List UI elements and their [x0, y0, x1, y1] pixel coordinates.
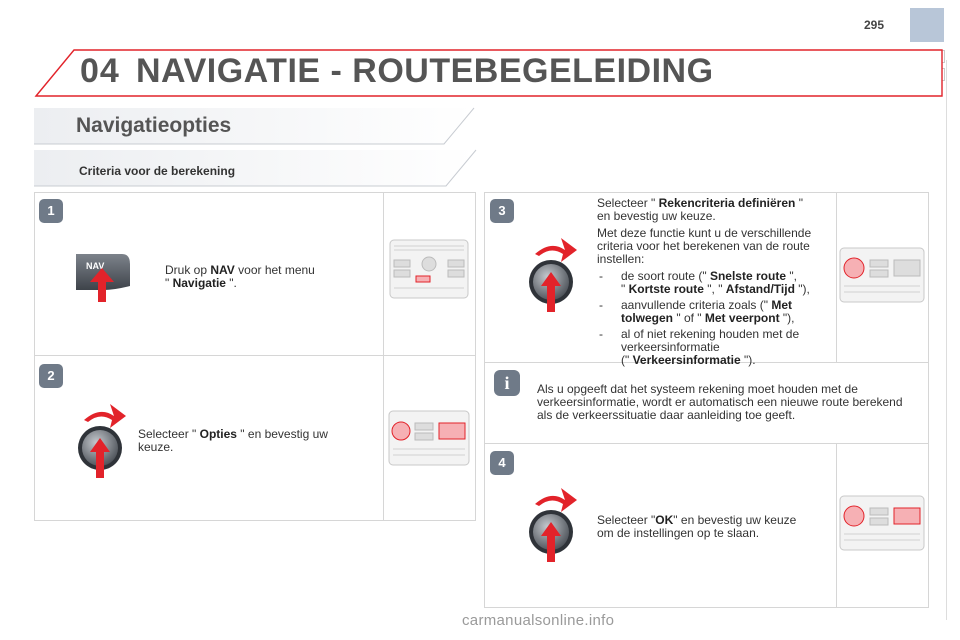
column-divider [383, 192, 384, 521]
info-text: Als u opgeeft dat het systeem rekening moet houden met de verkeersinformatie, wordt er automatisch een nieuwe route berekend als de verkeerssituatie daar aanleiding toe geeft. [537, 382, 903, 422]
dashboard-panel-icon [838, 494, 926, 552]
page-number: 295 [864, 18, 885, 32]
section-title: Navigatieopties [76, 114, 232, 137]
nav-button-illustration [74, 250, 134, 302]
step-badge-4: 4 [490, 451, 514, 475]
step-4-text: Selecteer "OK" en bevestig uw keuze om de instellingen op te slaan. [597, 513, 797, 540]
step-3-body: Met deze functie kunt u de verschillende criteria voor het berekenen van de route instellen: [597, 226, 812, 266]
chapter-number: 04 [80, 52, 120, 90]
step-2-text: Selecteer " Opties " en bevestig uw keuze. [138, 427, 328, 454]
criteria-item: - aanvullende criteria zoals (" Met tolwegen " of " Met veerpont "), [599, 298, 795, 325]
step-3-text [597, 197, 833, 370]
info-icon: i [494, 370, 520, 396]
step-divider [484, 443, 929, 444]
dashboard-panel-icon [388, 238, 470, 300]
column-divider [836, 443, 837, 608]
step-1-text: Druk op NAV voor het menu " Navigatie ". [165, 263, 315, 290]
criteria-list [597, 270, 833, 367]
criteria-item: - al of niet rekening houden met de verkeersinformatie (" Verkeersinformatie "). [599, 327, 800, 367]
dashboard-panel-icon [387, 409, 471, 467]
subsection-title: Criteria voor de berekening [79, 164, 236, 178]
rotary-knob-icon [521, 486, 581, 562]
criteria-item: - de soort route (" Snelste route ", " Kortste route ", " Afstand/Tijd "), [599, 269, 810, 296]
column-divider [836, 192, 837, 362]
rotary-knob-icon [70, 402, 130, 478]
step-badge-2: 2 [39, 364, 63, 388]
nav-button-label: NAV [86, 261, 105, 271]
chapter-title: NAVIGATIE - ROUTEBEGELEIDING [136, 52, 714, 90]
step-divider [34, 355, 476, 356]
corner-tab [910, 8, 944, 42]
step-badge-1: 1 [39, 199, 63, 223]
press-arrow-icon [90, 268, 114, 302]
dashboard-panel-icon [838, 246, 926, 304]
rotary-knob-icon [521, 236, 581, 312]
page-edge-strip [946, 60, 960, 620]
watermark: carmanualsonline.info [462, 612, 615, 629]
step-badge-3: 3 [490, 199, 514, 223]
step-3-intro: Selecteer " Rekencriteria definiëren " en bevestig uw keuze. [597, 196, 803, 223]
